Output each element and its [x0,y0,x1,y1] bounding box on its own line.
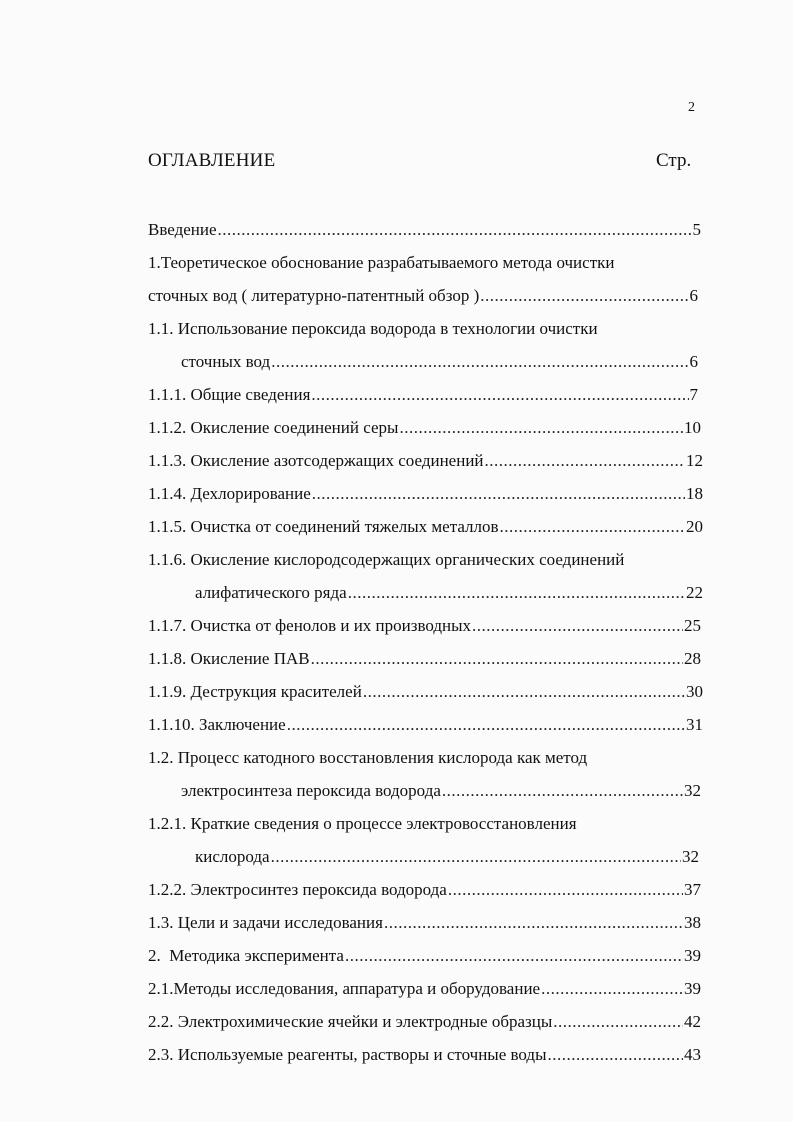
toc-entry-1-1-7: 1.1.7. Очистка от фенолов и их производных ..... 25 [148,610,701,636]
toc-entry-1-3: 1.3. Цели и задачи исследования ..... 38 [148,907,701,933]
toc-entry-1-1: сточных вод ..... 6 [181,346,698,372]
page-column-label: Стр. [656,150,692,171]
dot-leader [548,1045,684,1065]
toc-title: ОГЛАВЛЕНИЕ [148,150,276,171]
toc-entry-1-2-2: 1.2.2. Электросинтез пероксида водорода ..... 37 [148,874,701,900]
dot-leader [271,352,688,372]
toc-entry-1-line1: 1.Теоретическое обоснование разрабатываемого метода очистки [148,253,615,272]
toc-entry-1-1-8: 1.1.8. Окисление ПАВ ..... 28 [148,643,701,669]
toc-entry-1-1-6: алифатического ряда ..... 22 [195,577,703,603]
toc-page-number: 6 [689,286,698,305]
toc-entry-2-2: 2.2. Электрохимические ячейки и электродные образцы ..... 42 [148,1006,701,1032]
toc-entry-2: 2. Методика эксперимента ..... 39 [148,940,701,966]
toc-page-number: 32 [684,781,701,800]
toc-page-number: 31 [686,715,703,734]
dot-leader [311,649,683,669]
toc-page-number: 6 [689,352,698,371]
toc-page-number: 32 [682,847,699,866]
toc-entry-1-1-6-line1: 1.1.6. Окисление кислородсодержащих органических соединений [148,550,625,569]
toc-page-number: 28 [684,649,701,668]
toc-entry-2-1: 2.1.Методы исследования, аппаратура и оборудование ..... 39 [148,973,701,999]
dot-leader [218,220,692,240]
toc-page-number: 39 [684,946,701,965]
dot-leader [384,913,683,933]
dot-leader [448,880,683,900]
page-number: 2 [688,100,695,115]
dot-leader [363,682,685,702]
toc-page-number: 30 [686,682,703,701]
dot-leader [442,781,683,801]
toc-entry-1-2-1-line1: 1.2.1. Краткие сведения о процессе электровосстановления [148,814,577,833]
dot-leader [472,616,683,636]
toc-entry-1-1-10: 1.1.10. Заключение ..... 31 [148,709,703,735]
toc-entry-1-2-line1: 1.2. Процесс катодного восстановления кислорода как метод [148,748,588,767]
toc-page-number: 10 [684,418,701,437]
dot-leader [480,286,688,306]
table-of-contents [148,0,703,1122]
dot-leader [485,451,685,471]
toc-page-number: 22 [686,583,703,602]
dot-leader [553,1012,683,1032]
dot-leader [287,715,685,735]
toc-entry-1-1-2: 1.1.2. Окисление соединений серы ..... 10 [148,412,701,438]
toc-page-number: 38 [684,913,701,932]
dot-leader [541,979,683,999]
toc-page-number: 39 [684,979,701,998]
toc-entry-1-1-line1: 1.1. Использование пероксида водорода в технологии очистки [148,319,598,338]
toc-entry-1: сточных вод ( литературно-патентный обзор ) ..... 6 [148,280,698,306]
toc-entry-1-1-4: 1.1.4. Дехлорирование ..... 18 [148,478,703,504]
toc-page-number: 25 [684,616,701,635]
dot-leader [345,946,683,966]
toc-entry-1-1-3: 1.1.3. Окисление азотсодержащих соединений ..... 12 [148,445,703,471]
toc-entry-1-2: электросинтеза пероксида водорода ..... 32 [181,775,701,801]
toc-page-number: 7 [689,385,698,404]
dot-leader [312,484,685,504]
toc-entry-1-1-5: 1.1.5. Очистка от соединений тяжелых металлов ..... 20 [148,511,703,537]
dot-leader [348,583,685,603]
toc-page-number: 42 [684,1012,701,1031]
toc-entry-1-2-1: кислорода ..... 32 [195,841,699,867]
toc-page-number: 43 [684,1045,701,1064]
toc-page-number: 20 [686,517,703,536]
toc-page-number: 12 [686,451,703,470]
toc-page-number: 5 [692,220,701,239]
toc-entry-2-3: 2.3. Используемые реагенты, растворы и сточные воды ..... 43 [148,1039,701,1065]
dot-leader [311,385,688,405]
dot-leader [399,418,683,438]
toc-page-number: 18 [686,484,703,503]
toc-entry-1-1-9: 1.1.9. Деструкция красителей ..... 30 [148,676,703,702]
toc-entry-1-1-1: 1.1.1. Общие сведения ..... 7 [148,379,698,405]
dot-leader [271,847,681,867]
toc-entry-intro: Введение ..... 5 [148,214,701,240]
toc-page-number: 37 [684,880,701,899]
dot-leader [500,517,685,537]
